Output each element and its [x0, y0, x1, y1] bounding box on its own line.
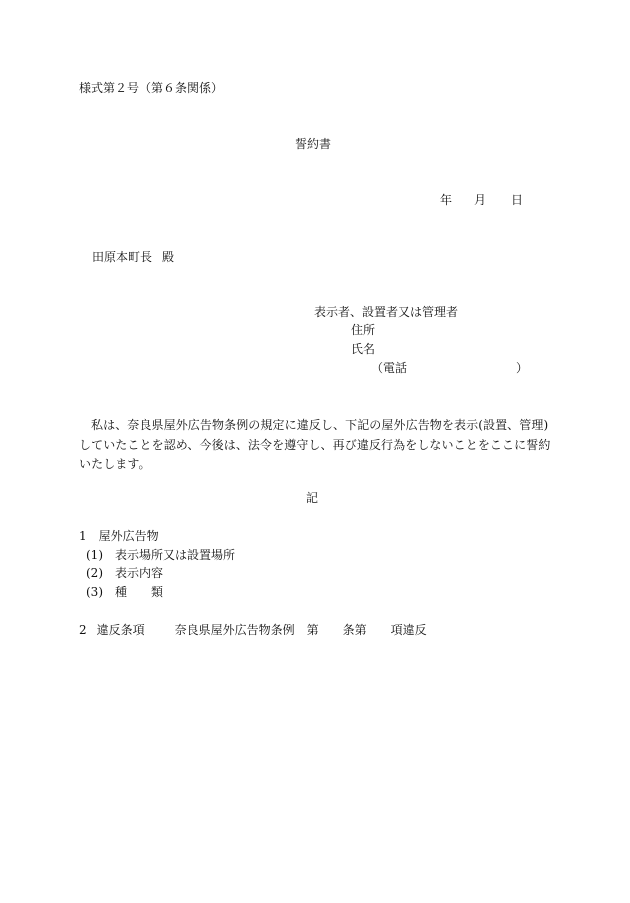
violation-ordinance: 奈良県屋外広告物条例 第 条第 項違反 — [174, 623, 427, 637]
addressee-honorific: 殿 — [162, 250, 175, 264]
signer-address-label: 住所 — [351, 323, 376, 337]
signer-role: 表示者、設置者又は管理者 — [314, 305, 459, 319]
signer-name-label: 氏名 — [351, 342, 376, 356]
subitem-label: 表示場所又は設置場所 — [115, 548, 236, 562]
signer-phone-label: （電話 — [371, 361, 408, 375]
subitem-type — [86, 585, 163, 599]
form-number: 様式第２号（第６条関係） — [79, 81, 224, 95]
item-number: 2 — [79, 623, 87, 637]
addressee-name: 田原本町長 — [92, 250, 153, 264]
addressee — [92, 250, 174, 264]
subitem-location — [86, 548, 235, 562]
signer-phone-line — [371, 361, 529, 375]
date-year-label: 年 — [440, 193, 453, 207]
item-violation-clause — [79, 623, 427, 637]
subitem-number: (1) — [86, 548, 103, 562]
date-month-label: 月 — [474, 193, 487, 207]
subitem-content — [86, 566, 163, 580]
document-title: 誓約書 — [295, 137, 332, 151]
item-label: 違反条項 — [96, 623, 145, 637]
subitem-label: 種 類 — [115, 585, 164, 599]
item-number: 1 — [79, 529, 87, 543]
date-line — [440, 193, 523, 207]
date-day-label: 日 — [511, 193, 524, 207]
item-label: 屋外広告物 — [98, 529, 159, 543]
subitem-number: (2) — [86, 566, 103, 580]
ki-heading: 記 — [306, 491, 319, 505]
pledge-body: 私は、奈良県屋外広告物条例の規定に違反し、下記の屋外広告物を表示(設置、管理)していたことを認め、今後は、法令を遵守し、再び違反行為をしないことをここに誓約いたします。 — [79, 418, 551, 471]
signer-phone-close: ） — [516, 361, 529, 375]
item-outdoor-ad — [79, 529, 159, 543]
subitem-number: (3) — [86, 585, 103, 599]
subitem-label: 表示内容 — [115, 566, 164, 580]
